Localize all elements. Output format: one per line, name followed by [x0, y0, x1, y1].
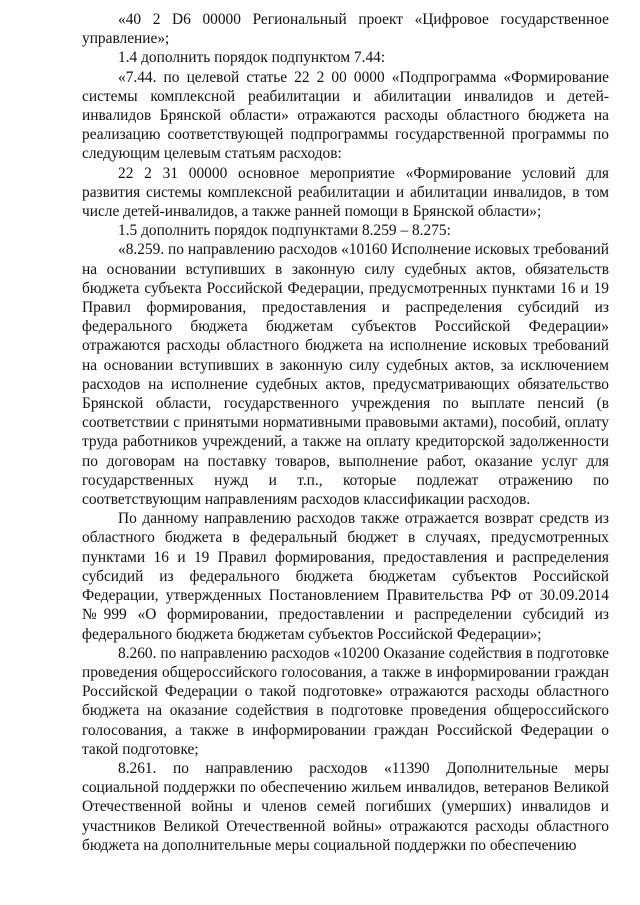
paragraph-item-1-4: 1.4 дополнить порядок подпунктом 7.44: [118, 49, 386, 67]
paragraph-item-1-5: 1.5 дополнить порядок подпунктами 8.259 – 8.275: [118, 222, 451, 240]
paragraph-8-260: 8.260. по направлению расходов «10200 Оказание содействия в подготовке проведения общероссийского голосования, а также в информировании граждан Российской Федерации о такой подготовке» отражаются расходы областного бюджета на оказание содействия в подготовке проведения общероссийского голосования, а также в информировании граждан Российской Федерации о такой подготовке; [82, 644, 609, 758]
paragraph-8-261: 8.261. по направлению расходов «11390 Дополнительные меры социальной поддержки по обеспечению жильем инвалидов, ветеранов Великой Отечественной войны и членов семей погибших (умерших) инвалидов и участников Великой Отечественной войны» отражаются расходы областного бюджета на дополнительные меры социальной поддержки по обеспечению [82, 759, 609, 854]
paragraph-refund: По данному направлению расходов также отражается возврат средств из областного бюджета в федеральный бюджет в случаях, предусмотренных пунктами 16 и 19 Правил формирования, предоставления и распределения субсидий из федерального бюджета бюджетам субъектов Российской Федерации, утвержденных Постановлением Правительства РФ от 30.09.2014 №999 «О формировании, предоставлении и распределении субсидий из федерального бюджета бюджетам субъектов Российской Федерации»; [82, 510, 609, 643]
paragraph-22-2-31: 22 2 31 00000 основное мероприятие «Формирование условий для развития системы комплексной реабилитации и абилитации инвалидов, в том числе детей-инвалидов, а также ранней помощи в Брянской области»; [82, 164, 609, 221]
paragraph-8-259: «8.259. по направлению расходов «10160 Исполнение исковых требований на основании вступивших в законную силу судебных актов, обязательств бюджета субъекта Российской Федерации, предусмотренных пунктами 16 и 19 Правил формирования, предоставления и распределения субсидий из федерального бюджета бюджетам субъектов Российской Федерации» отражаются расходы областного бюджета на исполнение исковых требований на основании вступивших в законную силу судебных актов, за исключением расходов на исполнение судебных актов, предусматривающих обязательство Брянской области, государственного учреждения по выплате пенсий (в соответствии с принятыми нормативными правовыми актами), пособий, оплату труда работников учреждений, а также на оплату кредиторской задолженности по договорам на поставку товаров, выполнение работ, оказание услуг для государственных нужд и т.п., которые подлежат отражению по соответствующим направлениям расходов классификации расходов. [82, 241, 609, 509]
paragraph-regional-project: «40 2 D6 00000 Региональный проект «Цифровое государственное управление»; [82, 11, 609, 48]
paragraph-7-44: «7.44. по целевой статье 22 2 00 0000 «Подпрограмма «Формирование системы комплексной реабилитации и абилитации инвалидов и детей-инвалидов Брянской области» отражаются расходы областного бюджета на реализацию соответствующей подпрограммы государственной программы по следующим целевым статьям расходов: [82, 68, 609, 163]
document-body [82, 10, 609, 855]
